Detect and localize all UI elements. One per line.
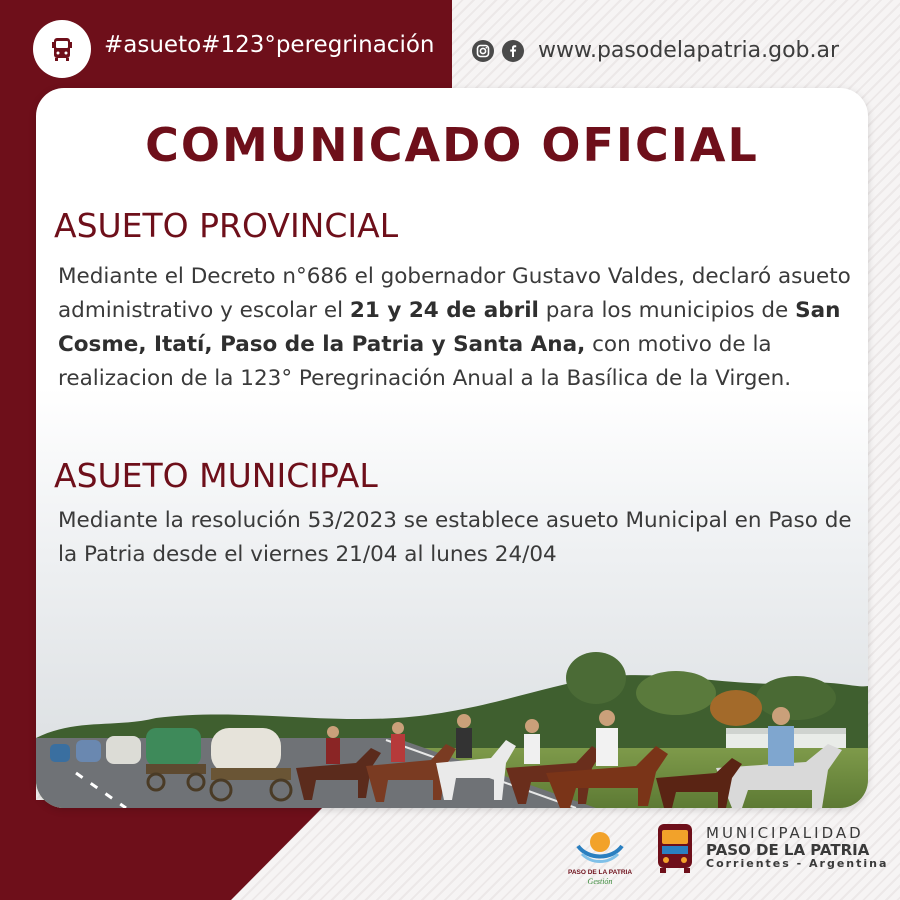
section-provincial-text: Mediante el Decreto n°686 el gobernador Gustavo Valdes, declaró asueto administrativo y escolar el 21 y 24 de abril para los municipios de San Cosme, Itatí, Paso de la Patria y Santa Ana, con motivo de la realizacion de la 123° Peregrinación Anual a la Basílica de la Virgen.	[58, 264, 851, 391]
gestion-logo	[560, 820, 640, 890]
announcement-card	[36, 88, 868, 808]
municipality-label: MUNICIPALIDAD	[706, 824, 864, 843]
pilgrimage-photo	[36, 568, 868, 808]
social-links	[472, 38, 839, 63]
bus-icon	[33, 20, 91, 78]
gestion-logo-line1: PASO DE LA PATRIA	[567, 869, 633, 876]
website-link[interactable]: www.pasodelapatria.gob.ar	[538, 38, 840, 63]
section-municipal-text: Mediante la resolución 53/2023 se establece asueto Municipal en Paso de la Patria desde el viernes 21/04 al lunes 24/04	[58, 508, 852, 567]
municipality-bus-icon	[652, 822, 698, 874]
hashtag-text: #asueto#123°peregrinación	[104, 32, 435, 58]
section-provincial-heading: ASUETO PROVINCIAL	[54, 206, 399, 245]
gestion-logo-line2: Gestión	[587, 877, 613, 886]
municipality-logo	[652, 822, 888, 874]
municipality-location: Corrientes - Argentina	[706, 857, 889, 871]
page-title: COMUNICADO OFICIAL	[145, 118, 759, 172]
section-municipal-heading: ASUETO MUNICIPAL	[54, 456, 378, 495]
facebook-icon[interactable]	[502, 40, 524, 62]
instagram-icon[interactable]	[472, 40, 494, 62]
left-accent-bar	[0, 0, 36, 900]
municipality-name: PASO DE LA PATRIA	[706, 840, 870, 859]
